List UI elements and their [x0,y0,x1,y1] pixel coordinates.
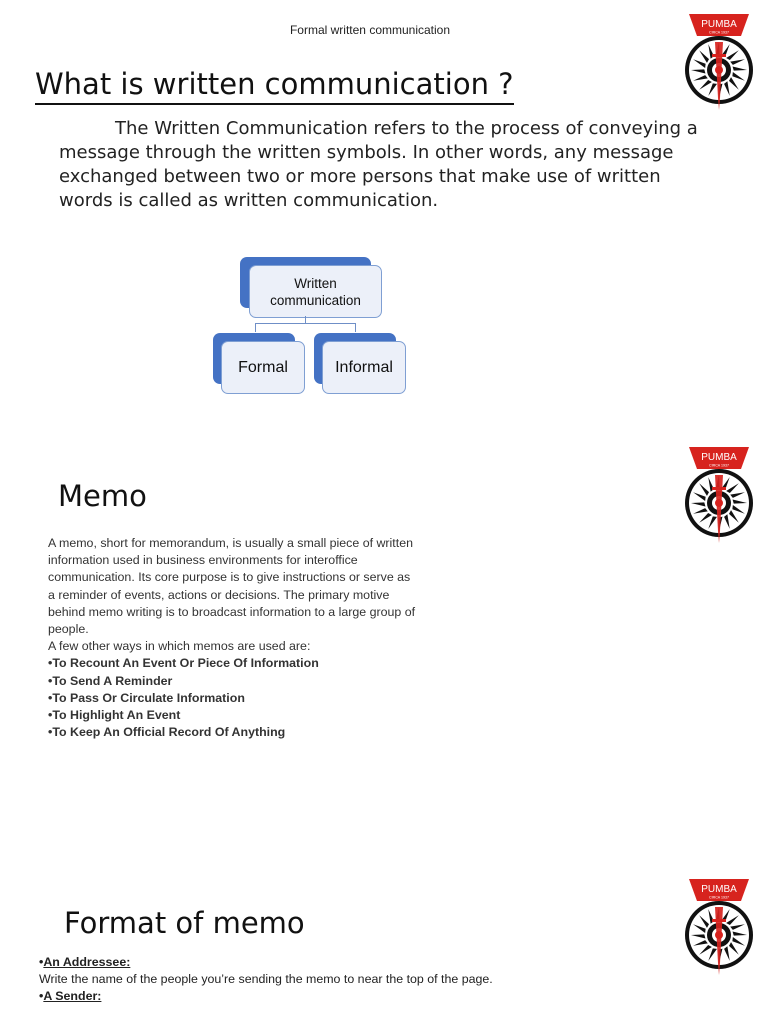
memo-lead: A few other ways in which memos are used are: [48,639,311,654]
svg-text:CIRCA 1937: CIRCA 1937 [709,895,729,900]
connector-vertical-left [255,323,256,332]
format-item-heading: •An Addressee: [39,955,131,969]
page-header: Formal written communication [289,23,451,37]
svg-text:PUMBA: PUMBA [701,19,737,30]
connector-vertical-right [355,323,356,332]
list-item: •To Send A Reminder [48,673,173,688]
section-title-memo: Memo [58,479,147,513]
section-title-format-of-memo: Format of memo [64,906,305,940]
format-item-heading: •A Sender: [39,989,102,1004]
diagram-formal-label: Formal [238,358,288,376]
svg-text:CIRCA 1937: CIRCA 1937 [709,30,729,35]
memo-intro: A memo, short for memorandum, is usually a small piece of written information used in business environments for interoffice communication. Its core purpose is to give instructions or serve as a reminder of events, actions or decisions. The primary motive behind memo writing is to broadcast information to a large group of people. [48,536,416,637]
format-body [39,954,519,1006]
diagram-informal-node [322,341,406,394]
svg-text:PUMBA: PUMBA [701,884,737,895]
connector-horizontal [255,323,355,324]
diagram-root-node [249,265,382,318]
list-item: •To Recount An Event Or Piece Of Information [48,656,319,671]
svg-text:CIRCA 1937: CIRCA 1937 [709,463,729,468]
pumba-logo [683,877,755,977]
pumba-logo [683,12,755,112]
definition-paragraph: The Written Communication refers to the process of conveying a message through the written symbols. In other words, any message exchanged between two or more persons that make use of written words is called as written communication. [59,118,698,211]
list-item: •To Keep An Official Record Of Anything [48,725,286,740]
diagram-formal-node [221,341,305,394]
memo-uses-list [48,655,418,741]
section-title-written-communication: What is written communication ? [35,66,514,105]
diagram-informal-label: Informal [335,358,393,376]
pumba-logo [683,445,755,545]
svg-text:PUMBA: PUMBA [701,452,737,463]
format-item-text: Write the name of the people you’re sending the memo to near the top of the page. [39,972,493,987]
list-item: •To Pass Or Circulate Information [48,690,245,705]
memo-body [48,535,418,741]
list-item: •To Highlight An Event [48,708,181,723]
diagram-root-label: Written communication [270,275,361,308]
